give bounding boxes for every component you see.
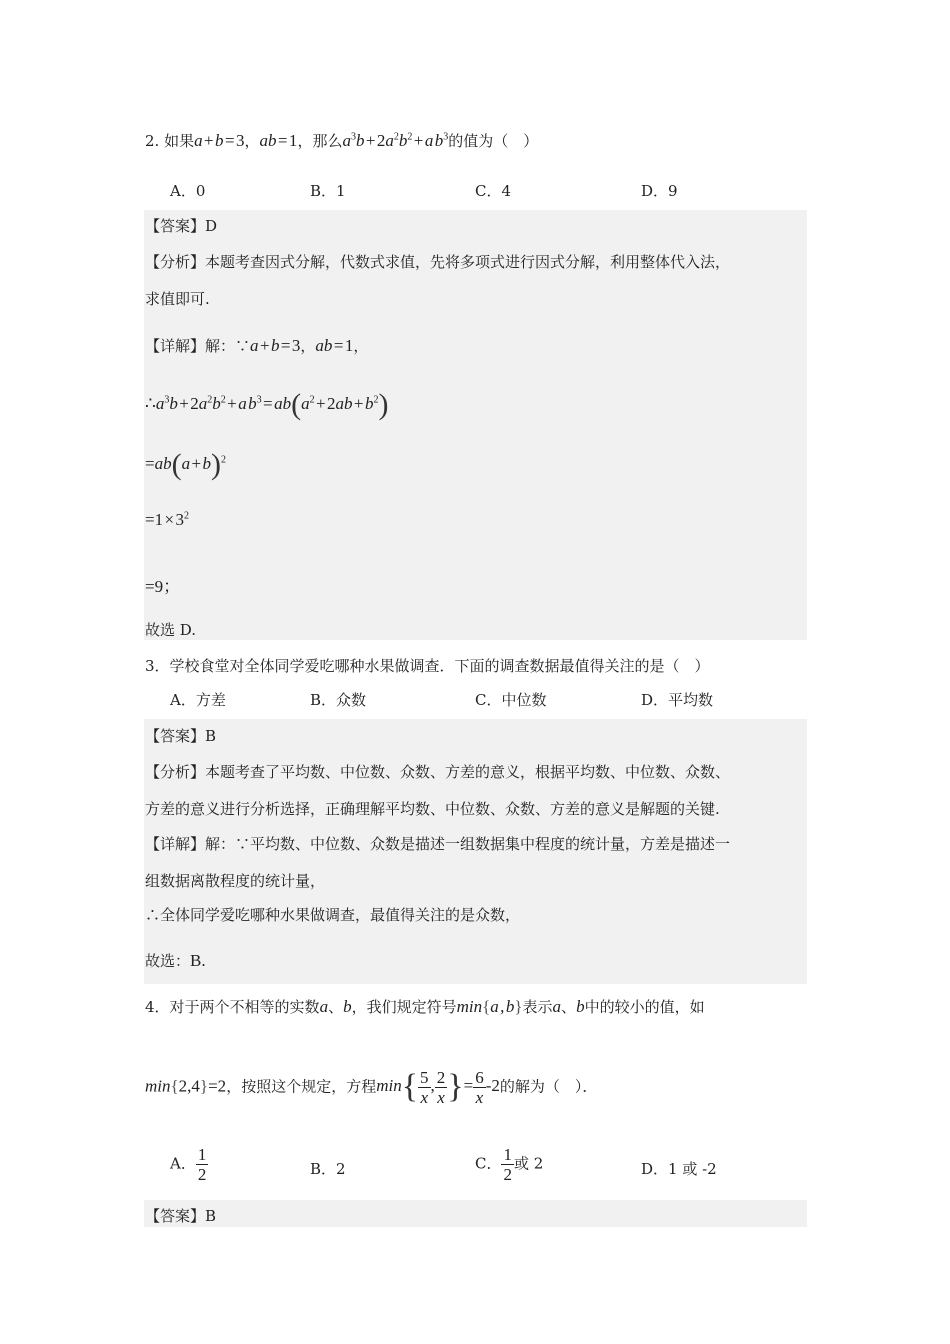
- q2-detail-intro: 【详解】解：∵a + b = 3，ab = 1，: [145, 336, 369, 355]
- q2-answer: 【答案】D: [145, 217, 218, 235]
- q4-option-d: D．1 或 -2: [641, 1160, 717, 1178]
- q2-step-1: $\therefore a^3b$ + $2a^2b^2$ + a $b^3$ = $ab(a^2$ + 2ab + $b^2$): [145, 388, 389, 421]
- q3-detail-line1: 【详解】解：∵平均数、中位数、众数是描述一组数据集中程度的统计量，方差是描述一: [145, 835, 731, 853]
- q2-stem: [145, 130, 538, 151]
- q2-expression: $a^3b$ + $2a^2b^2$ + a $b^3$: [342, 131, 449, 150]
- q2-stem-prefix: 如果: [164, 132, 195, 150]
- q2-condition-2: ab = 1: [259, 131, 298, 150]
- q4-option-a: A． $\frac{1}{2}$: [170, 1145, 207, 1184]
- q4-option-c: C． $\frac{1}{2}$ 或 2: [475, 1145, 544, 1184]
- q3-option-a: A．方差: [170, 691, 226, 709]
- q4-option-b: B．2: [310, 1160, 346, 1178]
- q2-analysis-line2: 求值即可.: [145, 290, 210, 308]
- q4-solution-box: [144, 1200, 807, 1227]
- q3-detail-line2: 组数据离散程度的统计量，: [145, 872, 326, 890]
- q2-stem-suffix-1: ，那么: [297, 132, 343, 150]
- q2-analysis-line1: 【分析】本题考查因式分解，代数式求值，先将多项式进行因式分解，利用整体代入法，: [145, 253, 731, 271]
- q3-analysis-line2: 方差的意义进行分析选择，正确理解平均数、中位数、众数、方差的意义是解题的关键.: [145, 800, 720, 818]
- q3-option-d: D．平均数: [641, 691, 714, 709]
- q2-solution-box: [144, 210, 807, 640]
- q2-conclusion: 故选 D.: [145, 621, 197, 639]
- q4-stem-line2: min{2,4}=2，按照这个规定，方程min{ $\frac{5}{x}$ , $\frac{2}{x}$ }= $\frac{6}{x}$ -2的解为（ ）．: [145, 1068, 598, 1107]
- q2-option-b: B．1: [310, 182, 346, 200]
- q3-analysis-line1: 【分析】本题考查了平均数、中位数、众数、方差的意义，根据平均数、中位数、众数、: [145, 763, 731, 781]
- q3-detail-line3: ∴全体同学爱吃哪种水果做调查，最值得关注的是众数，: [145, 906, 521, 924]
- q2-step-2: =ab(a + b)$^2$: [145, 448, 227, 481]
- q3-option-c: C．中位数: [475, 691, 547, 709]
- q3-option-b: B．众数: [310, 691, 367, 709]
- q2-step-4: =9；: [145, 577, 181, 596]
- q2-option-a: A．0: [170, 182, 206, 200]
- q3-conclusion: 故选：B.: [145, 951, 206, 970]
- q3-stem: 3．学校食堂对全体同学爱吃哪种水果做调查．下面的调查数据最值得关注的是（ ）: [145, 657, 710, 675]
- q2-option-c: C．4: [475, 182, 512, 200]
- q2-option-d: D．9: [641, 182, 678, 200]
- q2-sep: ，: [244, 132, 260, 150]
- q2-stem-suffix-2: 的值为（ ）: [448, 132, 539, 150]
- q2-number: 2.: [145, 132, 160, 150]
- q4-answer: 【答案】B: [145, 1207, 217, 1225]
- q4-stem-line1: 4．对于两个不相等的实数a、b，我们规定符号min{a , b}表示a、b中的较小的值，如: [145, 997, 705, 1016]
- q2-step-3: =1 × $3^2$: [145, 510, 190, 529]
- q3-answer: 【答案】B: [145, 727, 217, 745]
- q2-condition-1: a + b = 3: [194, 131, 245, 150]
